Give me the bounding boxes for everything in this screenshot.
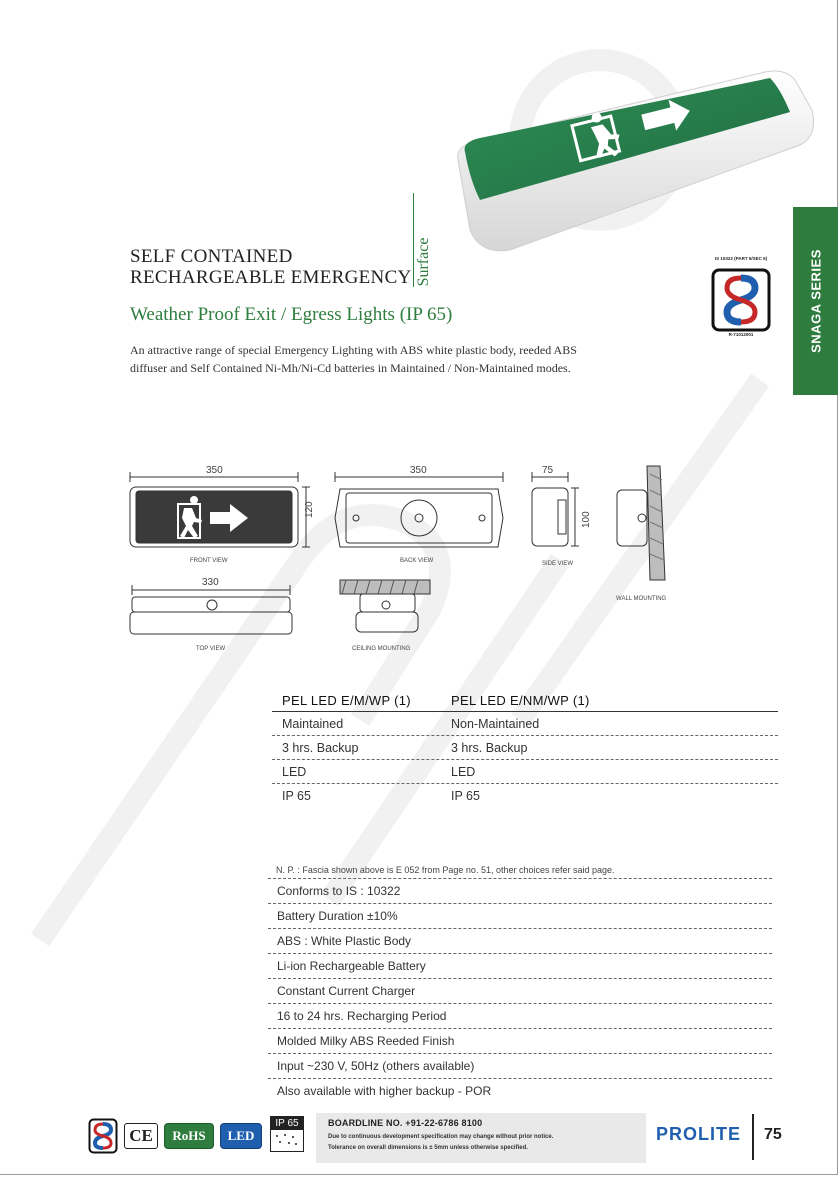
table-row (272, 760, 778, 784)
title-line-2: RECHARGEABLE EMERGENCY (130, 267, 412, 288)
list-item: Li-ion Rechargeable Battery (268, 954, 772, 979)
back-view-label: BACK VIEW (400, 558, 434, 564)
table-row (272, 784, 778, 808)
disclaimer-line-1: Due to continuous development specification may change without prior notice. (328, 1134, 554, 1140)
spec-header-model-2: PEL LED E/NM/WP (1) (451, 693, 590, 708)
isi-mark-icon (711, 268, 771, 332)
list-item: 16 to 24 hrs. Recharging Period (268, 1004, 772, 1029)
ce-label: CE (129, 1126, 153, 1145)
features-list (268, 862, 772, 1104)
list-item: Input ~230 V, 50Hz (others available) (268, 1054, 772, 1079)
spec-cell: Non-Maintained (451, 716, 540, 731)
spec-table-header (272, 690, 778, 712)
ip65-badge-icon (270, 1116, 304, 1152)
back-view-width: 350 (410, 465, 427, 476)
fascia-note: N. P. : Fascia shown above is E 052 from Page no. 51, other choices refer said page. (268, 862, 772, 879)
spec-cell: LED (451, 764, 476, 779)
side-view-height: 100 (581, 511, 592, 528)
wall-mounting-label: WALL MOUNTING (616, 596, 667, 602)
list-item: Conforms to IS : 10322 (268, 879, 772, 904)
series-side-tab (793, 207, 838, 395)
disclaimer-line-2: Tolerance on overall dimensions is ± 5mm unless otherwise specified. (328, 1145, 528, 1151)
isi-certification-badge (707, 256, 775, 340)
rohs-badge-icon (164, 1123, 214, 1149)
isi-standard-text: IS 10322 (PART 5/SEC 5) (714, 256, 768, 261)
specification-table (272, 690, 778, 808)
table-row (272, 712, 778, 736)
brand-logo: PROLITE (656, 1124, 742, 1144)
front-view-width: 350 (206, 465, 223, 476)
side-view-label: SIDE VIEW (542, 561, 574, 567)
front-view-height: 120 (304, 501, 315, 518)
front-view-label: FRONT VIEW (190, 558, 228, 564)
product-description: An attractive range of special Emergency Lighting with ABS white plastic body, reeded ABS diffuser and Self Contained Ni-Mh/Ni-Cd batteries in Maintained / Non-Maintained modes. (130, 343, 577, 375)
technical-drawings (120, 460, 700, 660)
spec-cell: 3 hrs. Backup (451, 740, 528, 755)
page-number: 75 (764, 1126, 782, 1143)
spec-cell: Maintained (282, 716, 344, 731)
title-divider (413, 193, 414, 287)
page-frame-bottom (0, 1174, 838, 1175)
spec-cell: 3 hrs. Backup (282, 740, 359, 755)
footer-divider (752, 1114, 754, 1160)
spec-cell: IP 65 (282, 789, 311, 803)
side-view-depth: 75 (542, 465, 554, 476)
page-subtitle: Weather Proof Exit / Egress Lights (IP 65) (130, 304, 453, 325)
exit-light-product-image (440, 50, 820, 280)
ip65-label: IP 65 (271, 1117, 303, 1130)
isi-license-number: R-71012001 (728, 332, 754, 337)
list-item: Battery Duration ±10% (268, 904, 772, 929)
spec-cell: LED (282, 764, 307, 779)
series-label: SNAGA SERIES (808, 249, 823, 353)
page-title (130, 246, 412, 288)
list-item: Molded Milky ABS Reeded Finish (268, 1029, 772, 1054)
ce-mark-icon (124, 1123, 158, 1149)
mount-type-label: Surface (415, 237, 432, 287)
list-item: ABS : White Plastic Body (268, 929, 772, 954)
certification-icons (88, 1110, 310, 1160)
top-view-width: 330 (202, 577, 219, 588)
list-item: Also available with higher backup - POR (277, 1084, 492, 1098)
boardline-number: BOARDLINE NO. +91-22-6786 8100 (328, 1118, 483, 1128)
led-badge-icon (220, 1123, 262, 1149)
table-row (272, 736, 778, 760)
spec-cell: IP 65 (451, 789, 480, 803)
top-view-label: TOP VIEW (196, 646, 226, 652)
list-item: Constant Current Charger (268, 979, 772, 1004)
rohs-label: RoHS (172, 1128, 206, 1143)
led-label: LED (227, 1128, 255, 1143)
title-line-1: SELF CONTAINED (130, 246, 293, 267)
isi-mark-small-icon (88, 1118, 118, 1154)
spec-header-model-1: PEL LED E/M/WP (1) (282, 693, 411, 708)
dust-water-icon (271, 1130, 302, 1150)
ceiling-mounting-label: CEILING MOUNTING (352, 646, 411, 652)
contact-box (316, 1113, 646, 1163)
